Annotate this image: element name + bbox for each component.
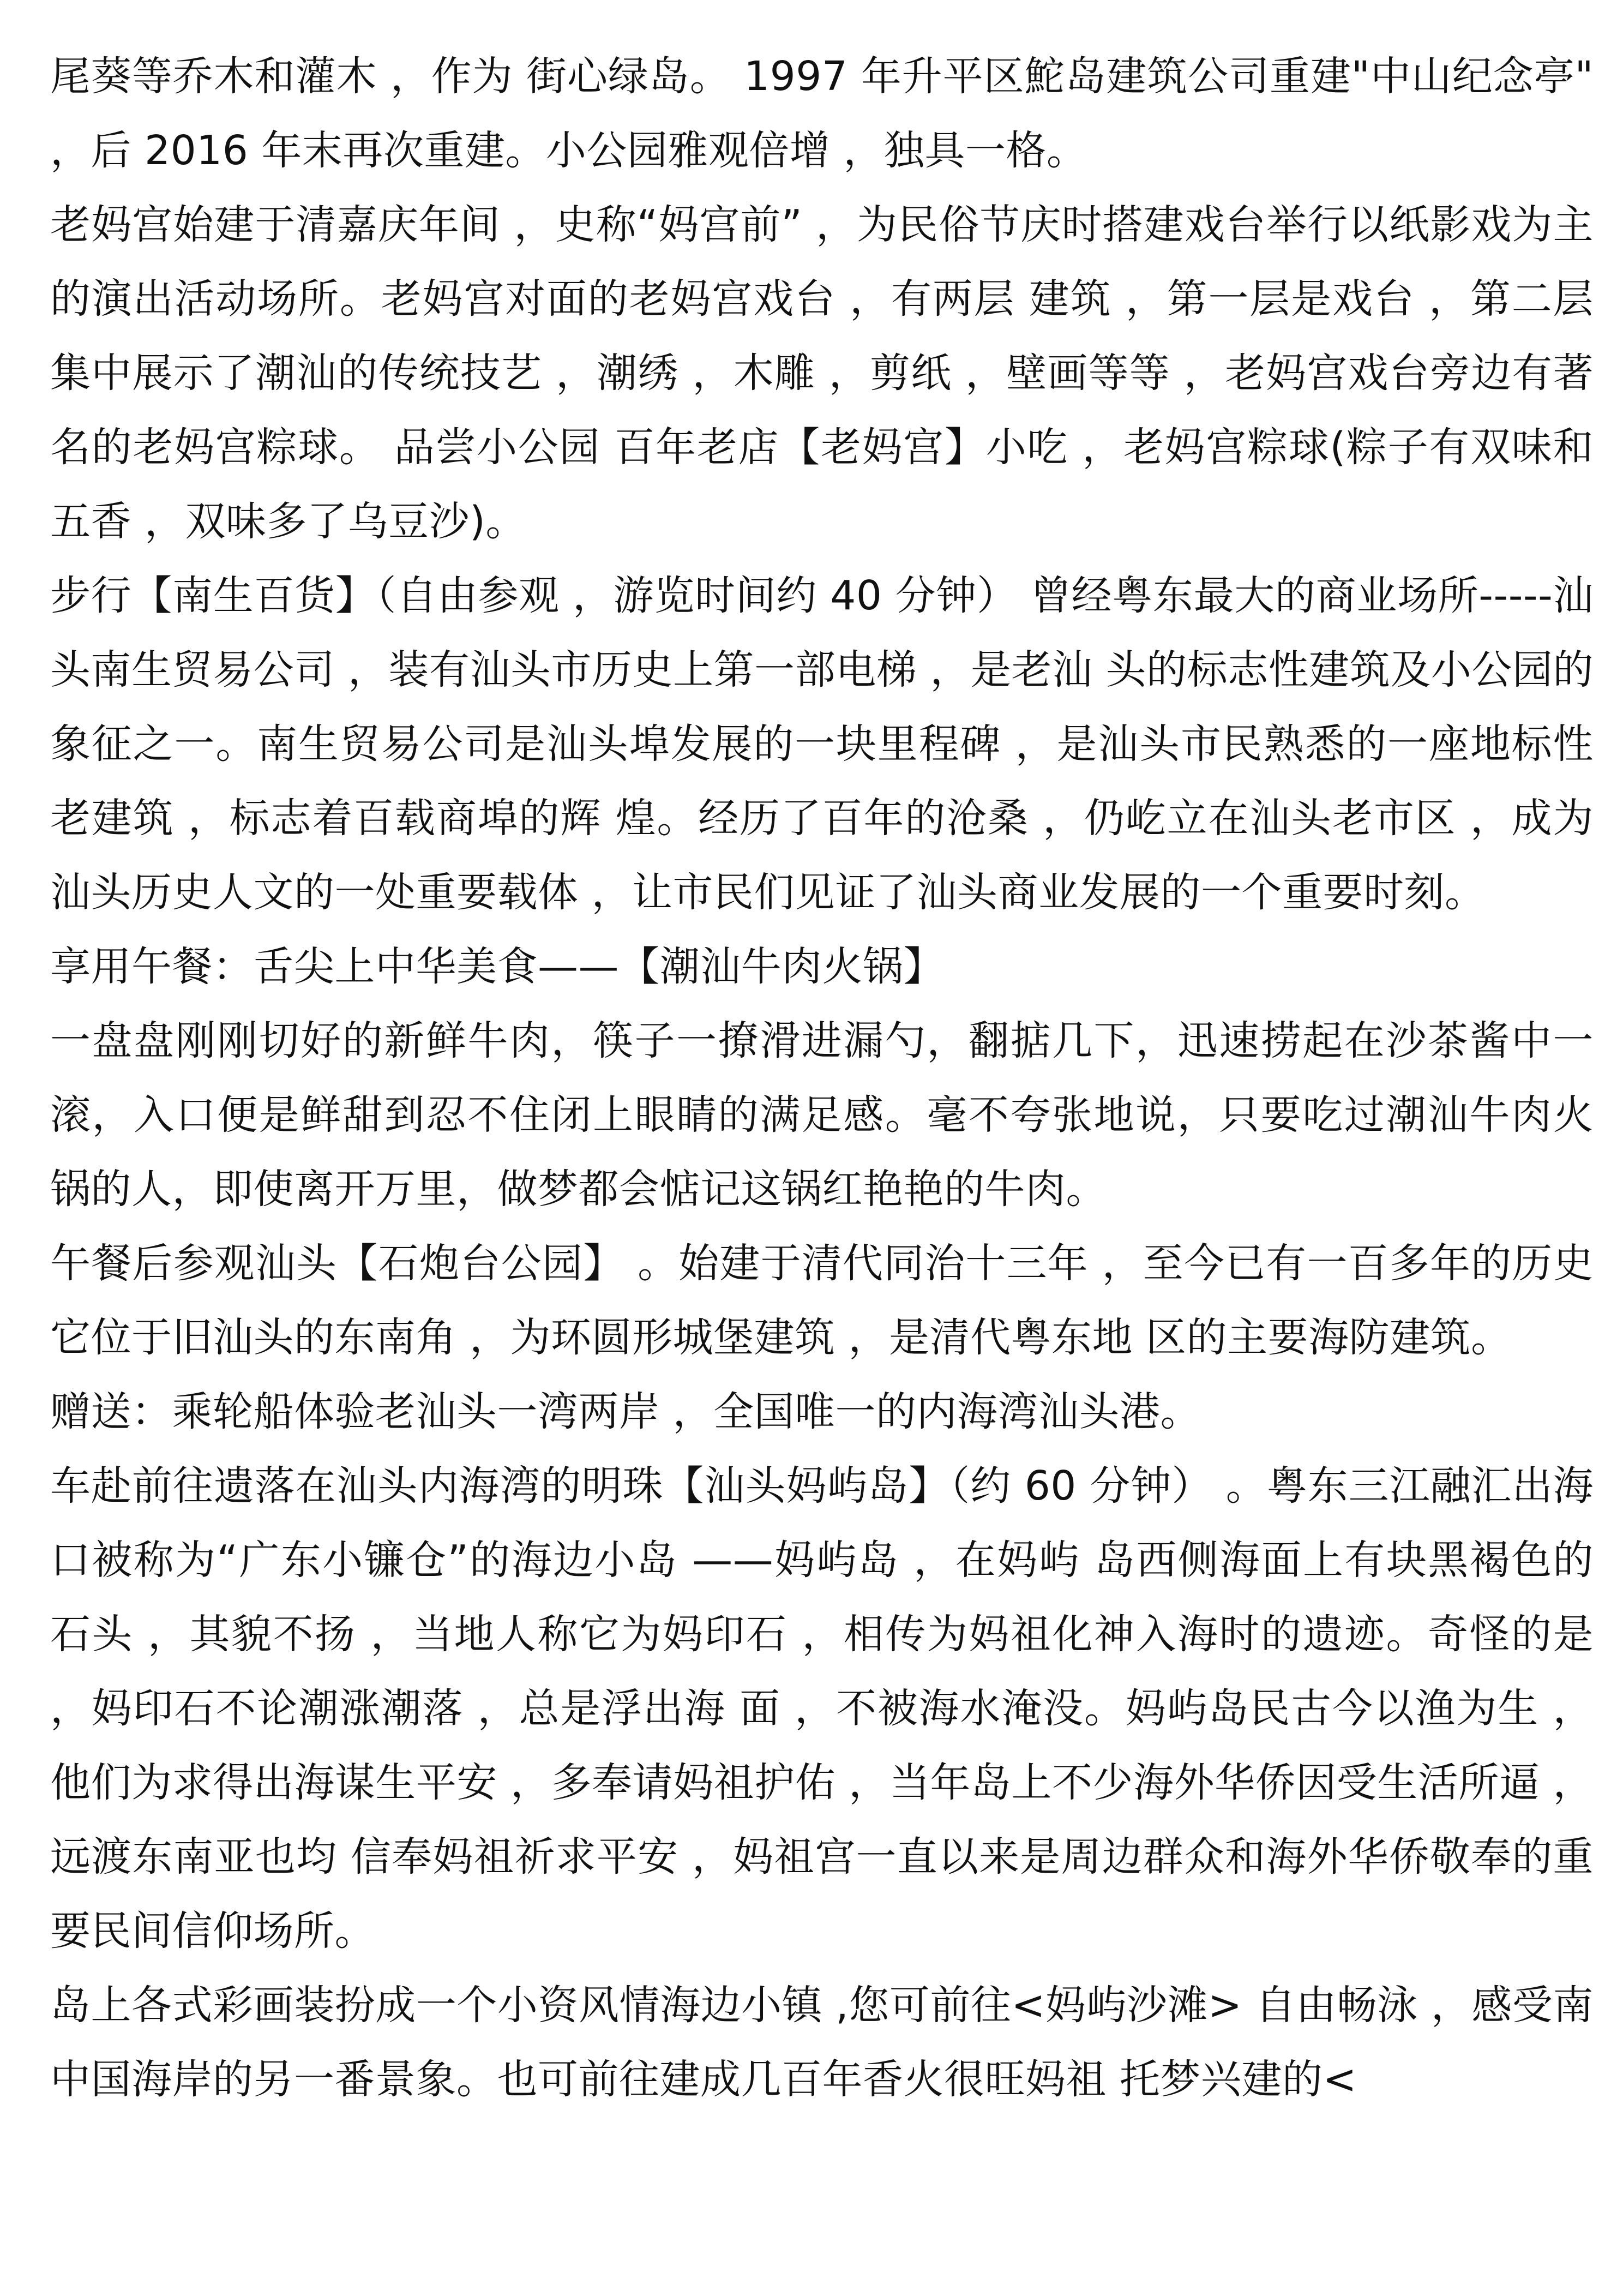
paragraph-lunch-heading: 享用午餐：舌尖上中华美食——【潮汕牛肉火锅】 (50, 943, 944, 990)
paragraph-laomagong-temple: 老妈宫始建于清嘉庆年间 ，史称“妈宫前” ，为民俗节庆时搭建戏台举行以纸影戏为主的演出活动场所。老妈宫对面的老妈宫戏台 ，有两层 建筑 ，第一层是戏台 ，第二层集中展示了潮汕的传统技艺 ，潮绣 ，木雕 ，剪纸 ，壁画等等 ，老妈宫戏台旁边有著名的老妈宫粽球。 品尝小公园 百年老店【老妈宫】小吃 ，老妈宫粽球(粽子有双味和五香 ，双味多了乌豆沙)。 (50, 201, 1594, 545)
paragraph-island-town: 岛上各式彩画装扮成一个小资风情海边小镇 ,您可前往<妈屿沙滩> 自由畅泳 ，感受南中国海岸的另一番景象。也可前往建成几百年香火很旺妈祖 托梦兴建的< (50, 1982, 1594, 2103)
paragraph-beef-hotpot: 一盘盘刚刚切好的新鲜牛肉，筷子一撩滑进漏勺，翻掂几下，迅速捞起在沙茶酱中一滚，入口便是鲜甜到忍不住闭上眼睛的满足感。毫不夸张地说，只要吃过潮汕牛肉火锅的人，即使离开万里，做梦都会惦记这锅红艳艳的牛肉。 (50, 1017, 1594, 1213)
paragraph-shipaotai-park: 午餐后参观汕头【石炮台公园】 。始建于清代同治十三年 ，至今已有一百多年的历史它位于旧汕头的东南角 ，为环圆形城堡建筑 ，是清代粤东地 区的主要海防建筑。 (50, 1240, 1594, 1361)
paragraph-ferry-gift: 赠送：乘轮船体验老汕头一湾两岸 ，全国唯一的内海湾汕头港。 (50, 1388, 1201, 1435)
document-body (50, 39, 1594, 2117)
paragraph-nansheng-department-store: 步行【南生百货】（自由参观 ，游览时间约 40 分钟） 曾经粤东最大的商业场所-----汕头南生贸易公司 ，装有汕头市历史上第一部电梯 ，是老汕 头的标志性建筑及小公园的象征之一。南生贸易公司是汕头埠发展的一块里程碑 ，是汕头市民熟悉的一座地标性老建筑 ，标志着百载商埠的辉 煌。经历了百年的沧桑 ，仍屹立在汕头老市区 ，成为汕头历史人文的一处重要载体 ，让市民们见证了汕头商业发展的一个重要时刻。 (50, 572, 1594, 916)
paragraph-central-park-history: 尾葵等乔木和灌木 ，作为 街心绿岛。 1997 年升平区鮀岛建筑公司重建"中山纪念亭" ，后 2016 年末再次重建。小公园雅观倍增 ，独具一格。 (50, 53, 1594, 174)
paragraph-mayu-island: 车赴前往遗落在汕头内海湾的明珠【汕头妈屿岛】（约 60 分钟） 。粤东三江融汇出海口被称为“广东小镰仓”的海边小岛 ——妈屿岛 ，在妈屿 岛西侧海面上有块黑褐色的石头 ，其貌不扬 ，当地人称它为妈印石 ，相传为妈祖化神入海时的遗迹。奇怪的是 ，妈印石不论潮涨潮落 ，总是浮出海 面 ，不被海水淹没。妈屿岛民古今以渔为生 ，他们为求得出海谋生平安 ，多奉请妈祖护佑 ，当年岛上不少海外华侨因受生活所逼 ，远渡东南亚也均 信奉妈祖祈求平安 ，妈祖宫一直以来是周边群众和海外华侨敬奉的重要民间信仰场所。 (50, 1462, 1594, 1955)
